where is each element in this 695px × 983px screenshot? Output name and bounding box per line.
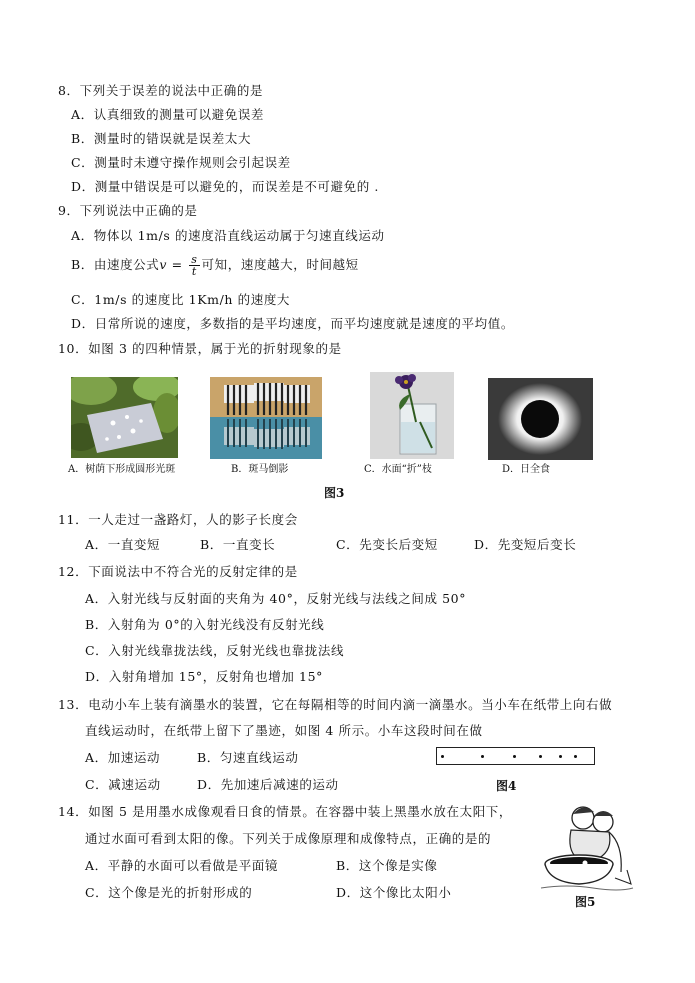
ink-dot <box>559 755 562 758</box>
q9-option-b-suffix: 可知，速度越大，时间越短 <box>201 257 359 272</box>
q9-option-b <box>71 250 359 280</box>
q14-stem-line-2: 通过水面可看到太阳的像。下列关于成像原理和成像特点，正确的是的 <box>85 831 492 846</box>
figure-4-label: 图4 <box>496 779 517 793</box>
q9-option-a: A．物体以 1m/s 的速度沿直线运动属于匀速直线运动 <box>71 228 385 243</box>
q13-option-b: B．匀速直线运动 <box>197 750 299 765</box>
figure-c-bent-stem-image <box>370 372 454 459</box>
equals-sign: = <box>167 257 188 272</box>
q9-stem: 9．下列说法中正确的是 <box>58 203 198 218</box>
q9-option-d: D．日常所说的速度，多数指的是平均速度，而平均速度就是速度的平均值。 <box>71 316 514 331</box>
q11-option-c: C．先变长后变短 <box>336 537 438 552</box>
q9-option-b-prefix: B．由速度公式 <box>71 257 160 272</box>
q11-stem: 11．一人走过一盏路灯，人的影子长度会 <box>58 512 298 527</box>
fraction-denominator: t <box>191 265 197 278</box>
figure-d-caption: D．日全食 <box>502 464 551 475</box>
q8-option-a: A．认真细致的测量可以避免误差 <box>71 107 265 122</box>
q13-option-d: D．先加速后减速的运动 <box>197 777 339 792</box>
figure-c-caption: C．水面“折”枝 <box>364 464 432 475</box>
q9-option-c: C．1m/s 的速度比 1Km/h 的速度大 <box>71 292 291 307</box>
q14-option-a: A．平静的水面可以看做是平面镜 <box>85 858 279 873</box>
q13-stem-line-2: 直线运动时，在纸带上留下了墨迹，如图 4 所示。小车这段时间在做 <box>85 723 483 738</box>
ink-dot <box>441 755 444 758</box>
ink-dot <box>574 755 577 758</box>
figure-d-solar-eclipse-image <box>488 378 593 460</box>
velocity-symbol: v <box>159 257 168 272</box>
q8-option-d: D．测量中错误是可以避免的，而误差是不可避免的 . <box>71 179 379 194</box>
speed-formula-fraction <box>189 254 199 277</box>
q12-stem: 12．下面说法中不符合光的反射定律的是 <box>58 564 298 579</box>
fraction-numerator: s <box>191 253 198 266</box>
figure-5-label: 图5 <box>575 895 596 909</box>
ink-dot <box>539 755 542 758</box>
q12-option-a: A．入射光线与反射面的夹角为 40°，反射光线与法线之间成 50° <box>85 591 467 606</box>
figure-b-caption: B．斑马倒影 <box>231 464 289 475</box>
figure-a-caption: A．树荫下形成圆形光斑 <box>68 464 176 475</box>
figure-4-ink-dot-tape <box>436 747 595 765</box>
q11-option-a: A．一直变短 <box>85 537 161 552</box>
figure-b-zebra-reflection-image <box>210 377 322 459</box>
q12-option-b: B．入射角为 0°的入射光线没有反射光线 <box>85 617 325 632</box>
q12-option-c: C．入射光线靠拢法线，反射光线也靠拢法线 <box>85 643 345 658</box>
q14-option-c: C．这个像是光的折射形成的 <box>85 885 253 900</box>
q8-option-b: B．测量时的错误就是误差太大 <box>71 131 252 146</box>
figure-3-label: 图3 <box>324 486 345 500</box>
q11-option-b: B．一直变长 <box>200 537 276 552</box>
ink-dot <box>481 755 484 758</box>
q14-option-b: B．这个像是实像 <box>336 858 438 873</box>
q8-stem: 8．下列关于误差的说法中正确的是 <box>58 83 264 98</box>
q14-option-d: D．这个像比太阳小 <box>336 885 452 900</box>
figure-a-leaf-shadow-image <box>71 377 178 458</box>
q12-option-d: D．入射角增加 15°，反射角也增加 15° <box>85 669 323 684</box>
q13-stem-line-1: 13．电动小车上装有滴墨水的装置，它在每隔相等的时间内滴一滴墨水。当小车在纸带上向右做 <box>58 697 613 712</box>
q13-option-a: A．加速运动 <box>85 750 161 765</box>
q11-option-d: D．先变短后变长 <box>474 537 577 552</box>
q13-option-c: C．减速运动 <box>85 777 161 792</box>
figure-5-ink-basin-image <box>537 800 637 892</box>
q8-option-c: C．测量时未遵守操作规则会引起误差 <box>71 155 291 170</box>
q10-stem: 10．如图 3 的四种情景，属于光的折射现象的是 <box>58 341 342 356</box>
q14-stem-line-1: 14．如图 5 是用墨水成像观看日食的情景。在容器中装上黑墨水放在太阳下， <box>58 804 513 819</box>
ink-dot <box>513 755 516 758</box>
